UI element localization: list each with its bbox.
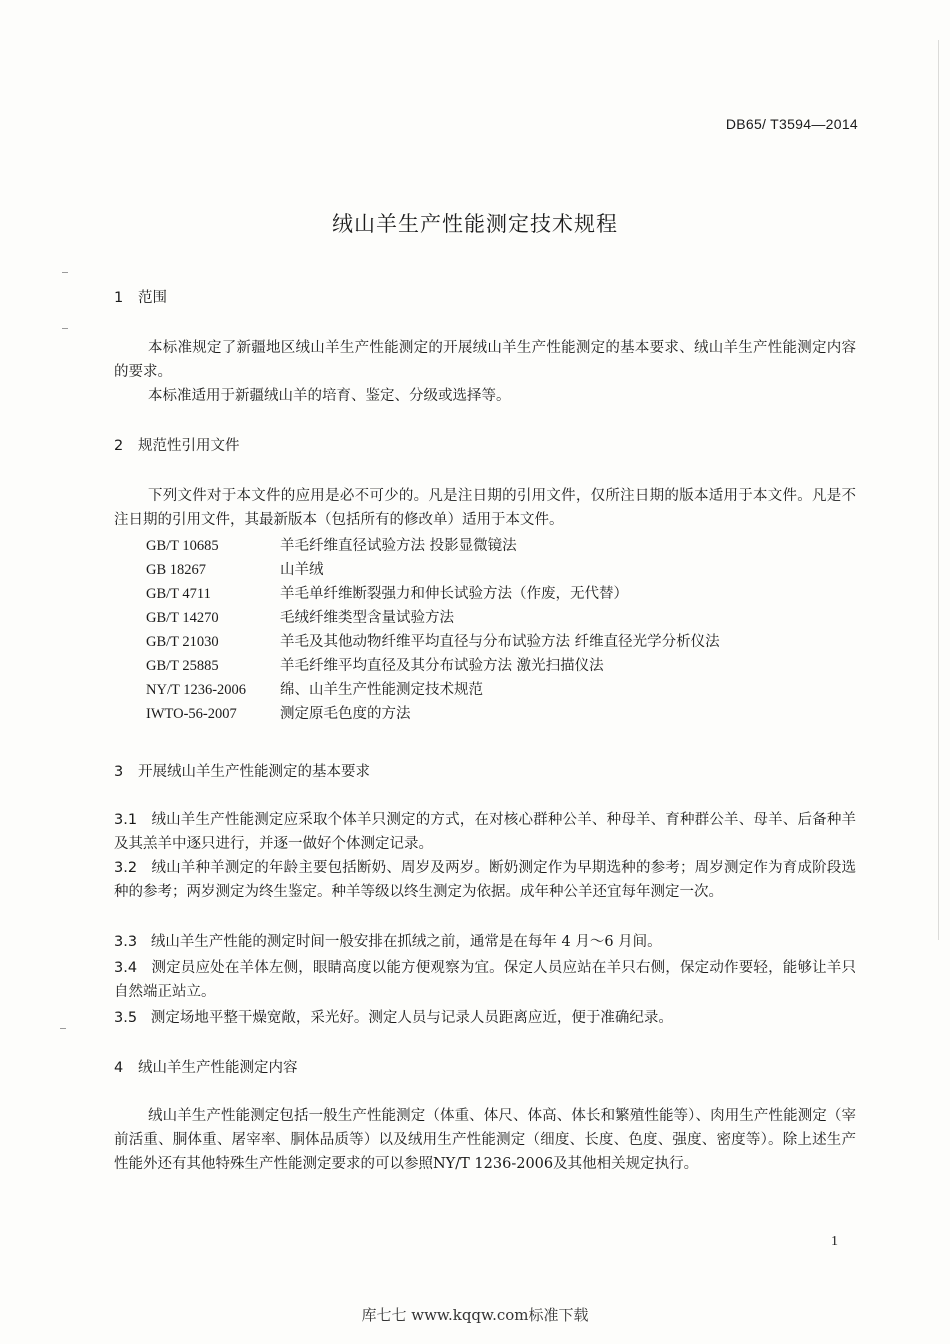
reference-item [146, 630, 846, 654]
clause-3-2 [114, 856, 856, 904]
clause-text: 绒山羊生产性能测定应采取个体羊只测定的方式，在对核心群种公羊、种母羊、育种群公羊、母羊、后备种羊及其羔羊中逐只进行，并逐一做好个体测定记录。 [114, 812, 856, 852]
reference-title: 毛绒纤维类型含量试验方法 [280, 610, 454, 626]
reference-code: NY/T 1236-2006 [146, 682, 247, 698]
reference-title: 羊毛单纤维断裂强力和伸长试验方法（作废，无代替） [280, 586, 628, 602]
section-title: 开展绒山羊生产性能测定的基本要求 [138, 764, 370, 780]
clause-number: 3.1 [114, 812, 138, 828]
reference-title: 羊毛及其他动物纤维平均直径与分布试验方法 纤维直径光学分析仪法 [280, 634, 720, 650]
reference-title: 羊毛纤维平均直径及其分布试验方法 激光扫描仪法 [280, 658, 604, 674]
reference-code: GB/T 10685 [146, 538, 219, 554]
clause-text: 绒山羊种羊测定的年龄主要包括断奶、周岁及两岁。断奶测定作为早期选种的参考；周岁测定作为育成阶段选种的参考；两岁测定为终生鉴定。种羊等级以终生测定为依据。成年种公羊还宜每年测定一次。 [114, 860, 856, 900]
section-1-heading [114, 286, 167, 307]
clause-number: 3.5 [114, 1010, 138, 1026]
section-3-heading [114, 760, 370, 781]
section-title: 规范性引用文件 [138, 438, 240, 454]
section-number: 4 [114, 1060, 124, 1076]
section-number: 3 [114, 764, 124, 780]
clause-3-3 [114, 930, 856, 954]
clause-number: 3.2 [114, 860, 138, 876]
standard-code: DB65/ T3594—2014 [725, 116, 858, 132]
reference-item [146, 678, 846, 702]
section-title: 绒山羊生产性能测定内容 [138, 1060, 298, 1076]
clause-text: 测定场地平整干燥宽敞，采光好。测定人员与记录人员距离应近，便于准确纪录。 [150, 1010, 673, 1026]
section-number: 2 [114, 438, 124, 454]
normative-references-list [146, 534, 846, 726]
reference-item [146, 702, 846, 726]
reference-title: 山羊绒 [280, 562, 324, 578]
clause-3-1 [114, 808, 856, 856]
clause-text: 绒山羊生产性能的测定时间一般安排在抓绒之前，通常是在每年 4 月～6 月间。 [150, 934, 662, 950]
reference-code: GB/T 4711 [146, 586, 211, 602]
clause-3-5 [114, 1006, 856, 1030]
reference-item [146, 534, 846, 558]
download-footer-watermark: 库七七 www.kqqw.com标准下载 [361, 1306, 589, 1324]
reference-code: GB 18267 [146, 562, 207, 578]
document-title: 绒山羊生产性能测定技术规程 [332, 212, 618, 236]
scan-speck [60, 1028, 66, 1029]
clause-number: 3.4 [114, 960, 138, 976]
reference-code: IWTO-56-2007 [146, 706, 237, 722]
clause-3-4 [114, 956, 856, 1004]
section-title: 范围 [138, 290, 167, 306]
reference-item [146, 558, 846, 582]
clause-text: 测定员应处在羊体左侧，眼睛高度以能方便观察为宜。保定人员应站在羊只右侧，保定动作要轻，能够让羊只自然端正站立。 [114, 960, 856, 1000]
section-1-paragraph-2: 本标准适用于新疆绒山羊的培育、鉴定、分级或选择等。 [148, 388, 511, 404]
page-number: 1 [831, 1234, 838, 1249]
reference-item [146, 654, 846, 678]
reference-title: 测定原毛色度的方法 [280, 706, 411, 722]
section-4-heading [114, 1056, 298, 1077]
section-number: 1 [114, 290, 124, 306]
scan-speck [62, 272, 68, 273]
section-2-paragraph-1: 下列文件对于本文件的应用是必不可少的。凡是注日期的引用文件，仅所注日期的版本适用于本文件。凡是不注日期的引用文件，其最新版本（包括所有的修改单）适用于本文件。 [114, 488, 856, 528]
section-1-paragraph-1: 本标准规定了新疆地区绒山羊生产性能测定的开展绒山羊生产性能测定的基本要求、绒山羊生产性能测定内容的要求。 [114, 340, 856, 380]
reference-code: GB/T 21030 [146, 634, 219, 650]
reference-code: GB/T 14270 [146, 610, 219, 626]
section-2-heading [114, 434, 240, 455]
reference-title: 羊毛纤维直径试验方法 投影显微镜法 [280, 538, 517, 554]
reference-title: 绵、山羊生产性能测定技术规范 [280, 682, 483, 698]
reference-item [146, 582, 846, 606]
clause-number: 3.3 [114, 934, 138, 950]
scan-edge-line [938, 40, 939, 940]
scan-speck [62, 328, 68, 329]
reference-code: GB/T 25885 [146, 658, 219, 674]
reference-item [146, 606, 846, 630]
section-4-paragraph-1: 绒山羊生产性能测定包括一般生产性能测定（体重、体尺、体高、体长和繁殖性能等）、肉用生产性能测定（宰前活重、胴体重、屠宰率、胴体品质等）以及绒用生产性能测定（细度、长度、色度、强度、密度等）。除上述生产性能外还有其他特殊生产性能测定要求的可以参照NY/T 1236-2006及其他相关规定执行。 [114, 1108, 856, 1172]
